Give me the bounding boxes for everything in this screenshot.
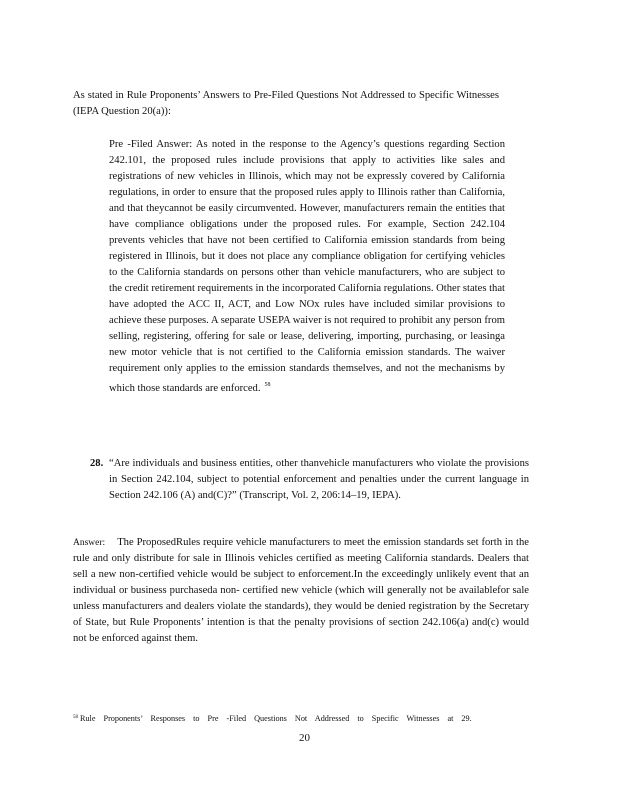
- footnote-marker: 58: [73, 715, 78, 720]
- footnote: [73, 714, 472, 723]
- answer-paragraph: [73, 535, 529, 647]
- question-number: 28.: [90, 458, 104, 469]
- quoted-answer: [109, 137, 505, 397]
- answer-label: Answer:: [73, 538, 106, 548]
- question-text: “Are individuals and business entities, other thanvehicle manufacturers who violate the provisions in Section 242.104, subject to potential enforcement and penalties under the current language in Section 242.106 (A) and(C)?” (Transcript, Vol. 2, 206:14–19, IEPA).: [109, 458, 529, 501]
- intro-paragraph: As stated in Rule Proponents’ Answers to Pre-Filed Questions Not Addressed to Specific Witnesses (IEPA Question 20(a)):: [73, 90, 499, 117]
- page-number: 20: [299, 732, 310, 744]
- footnote-reference[interactable]: 58: [264, 382, 271, 388]
- footnote-text: Rule Proponents’ Responses to Pre -Filed Questions Not Addressed to Specific Witnesses at 29.: [80, 714, 472, 723]
- quoted-answer-text: Pre -Filed Answer: As noted in the response to the Agency’s questions regarding Section 242.101, the proposed rules include provisions that apply to activities like sales and registrations of new vehicles in Illinois, which may not be expressly covered by California regulations, in order to ensure that the proposed rules apply to Illinois rather than California, and that theycannot be easily circumvented. However, manufacturers remain the entities that have compliance obligations under the proposed rules. For example, Section 242.104 prevents vehicles that have not been certified to California emission standards from being registered in Illinois, but it does not place any compliance obligation for certifying vehicles to the California standards on persons other than vehicle manufacturers, who are subject to the credit retirement requirements in the incorporated California regulations. Other states that have adopted the ACC II, ACT, and Low NOx rules have included similar provisions to achieve these purposes. A separate USEPA waiver is not required to prohibit any person from selling, registering, offering for sale or lease, delivering, importing, purchasing, or leasinga new motor vehicle that is not certified to the California emission standards. The waiver requirement only applies to the emission standards themselves, and not the mechanisms by which those standards are enforced.: [109, 139, 505, 394]
- answer-text: The ProposedRules require vehicle manufacturers to meet the emission standards set forth in the rule and only distribute for sale in Illinois vehicles certified as meeting California standards. Dealers that sell a new non-certified vehicle would be subject to enforcement.In the exceedingly unlikely event that an individual or business purchaseda non- certified new vehicle (which will generally not be availablefor sale unless manufacturers and dealers violate the standards), they would be denied registration by the Secretary of State, but Rule Proponents’ intention is that the penalty provisions of section 242.106(a) and(c) would not be enforced against them.: [73, 537, 529, 644]
